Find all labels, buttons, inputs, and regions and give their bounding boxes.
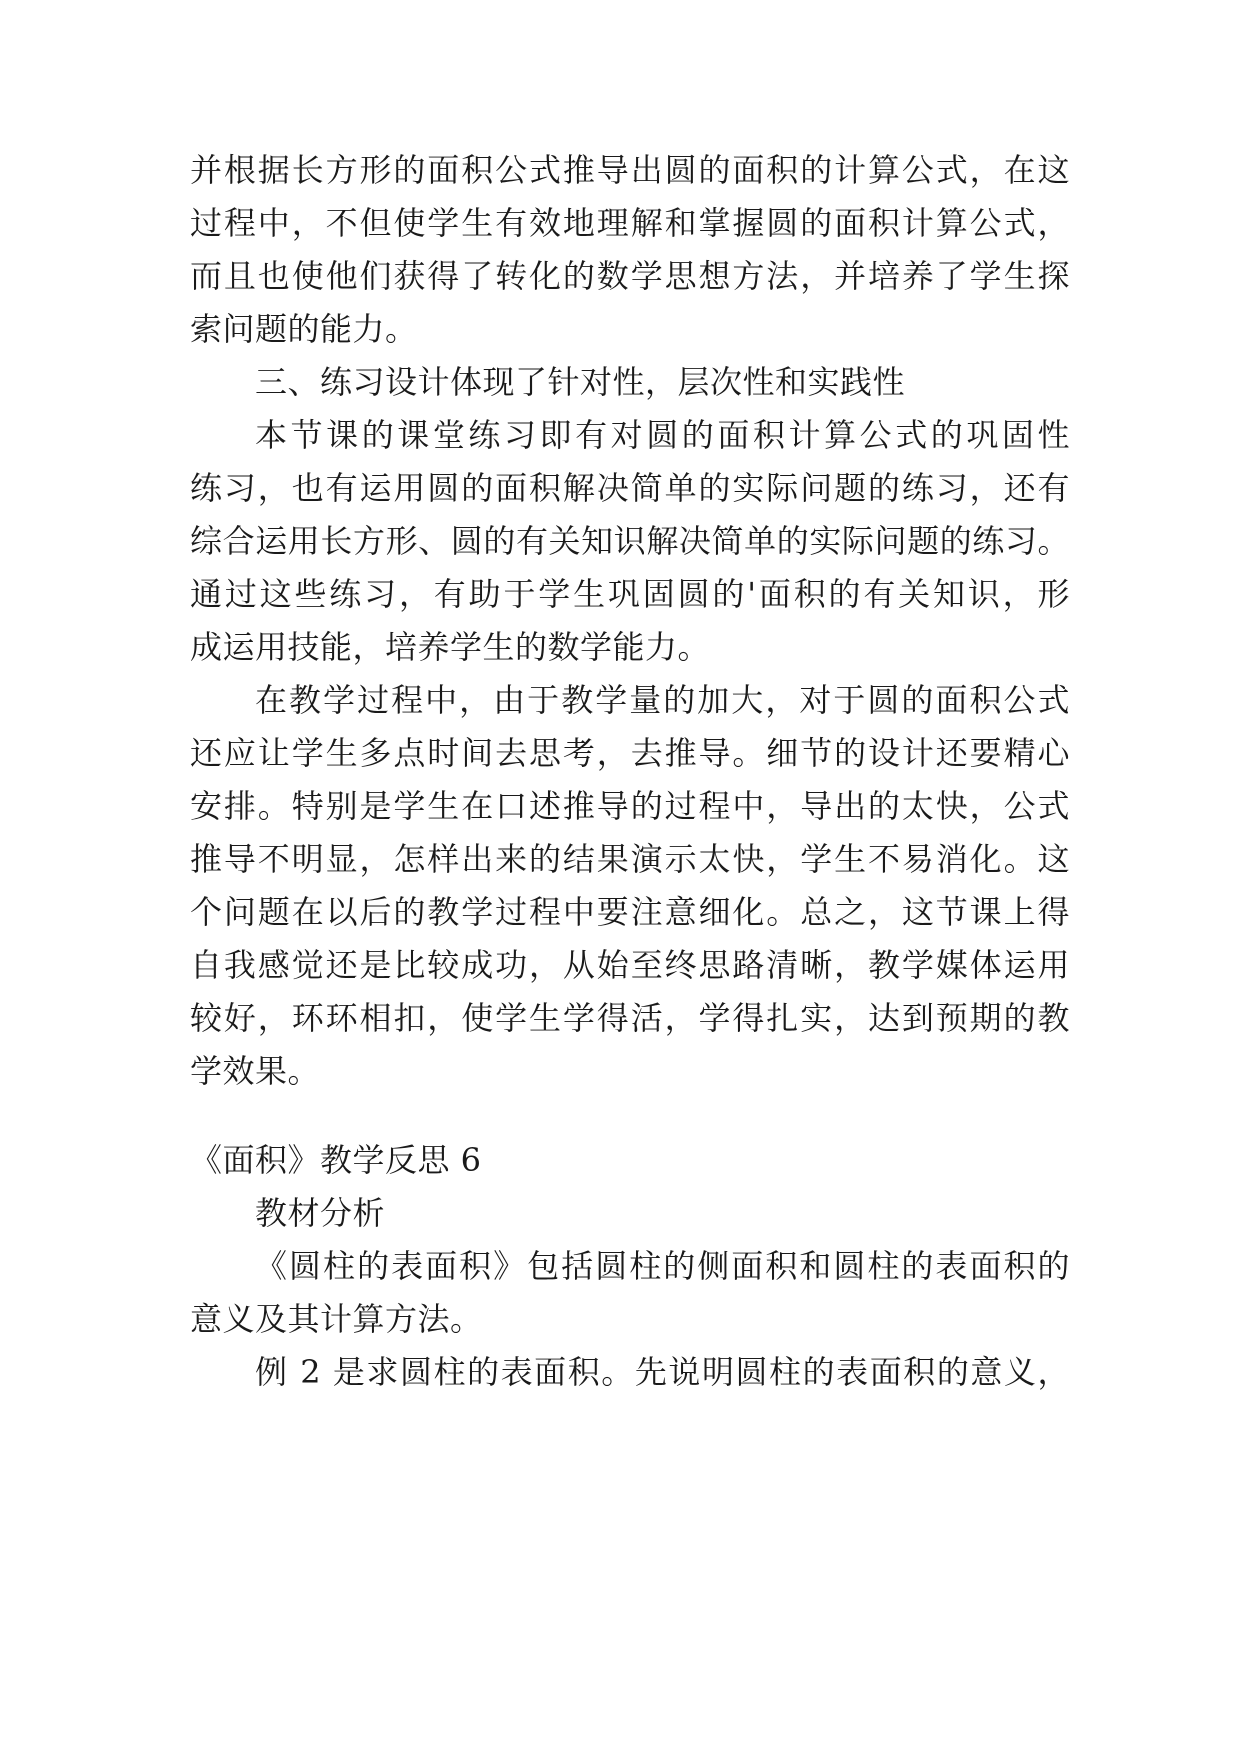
paragraph-line: 自我感觉还是比较成功，从始至终思路清晰，教学媒体运用	[190, 946, 1070, 984]
paragraph-line: 练习，也有运用圆的面积解决简单的实际问题的练习，还有	[190, 469, 1070, 507]
article-title: 《面积》教学反思 6	[190, 1141, 482, 1179]
paragraph-line: 学效果。	[190, 1052, 321, 1090]
paragraph-line: 较好，环环相扣，使学生学得活，学得扎实，达到预期的教	[190, 999, 1070, 1037]
paragraph-line: 通过这些练习，有助于学生巩固圆的'面积的有关知识，形	[190, 575, 1070, 613]
paragraph-line: 个问题在以后的教学过程中要注意细化。总之，这节课上得	[190, 893, 1070, 931]
paragraph-line: 索问题的能力。	[190, 310, 418, 348]
paragraph-line: 《圆柱的表面积》包括圆柱的侧面积和圆柱的表面积的	[255, 1247, 1070, 1285]
section-heading: 三、练习设计体现了针对性，层次性和实践性	[255, 363, 906, 401]
paragraph-line: 综合运用长方形、圆的有关知识解决简单的实际问题的练习。	[190, 522, 1070, 560]
paragraph-line: 在教学过程中，由于教学量的加大，对于圆的面积公式	[255, 681, 1070, 719]
paragraph-line: 成运用技能，培养学生的数学能力。	[190, 628, 711, 666]
section-heading: 教材分析	[255, 1194, 386, 1232]
paragraph-line: 推导不明显，怎样出来的结果演示太快，学生不易消化。这	[190, 840, 1070, 878]
paragraph-line: 过程中，不但使学生有效地理解和掌握圆的面积计算公式，	[190, 204, 1070, 242]
paragraph-line: 而且也使他们获得了转化的数学思想方法，并培养了学生探	[190, 257, 1070, 295]
paragraph-line: 还应让学生多点时间去思考，去推导。细节的设计还要精心	[190, 734, 1070, 772]
paragraph-line: 并根据长方形的面积公式推导出圆的面积的计算公式，在这	[190, 151, 1070, 189]
paragraph-line: 安排。特别是学生在口述推导的过程中，导出的太快，公式	[190, 787, 1070, 825]
paragraph-line: 意义及其计算方法。	[190, 1300, 483, 1338]
paragraph-line: 例 2 是求圆柱的表面积。先说明圆柱的表面积的意义，	[255, 1353, 1070, 1391]
paragraph-line: 本节课的课堂练习即有对圆的面积计算公式的巩固性	[255, 416, 1070, 454]
